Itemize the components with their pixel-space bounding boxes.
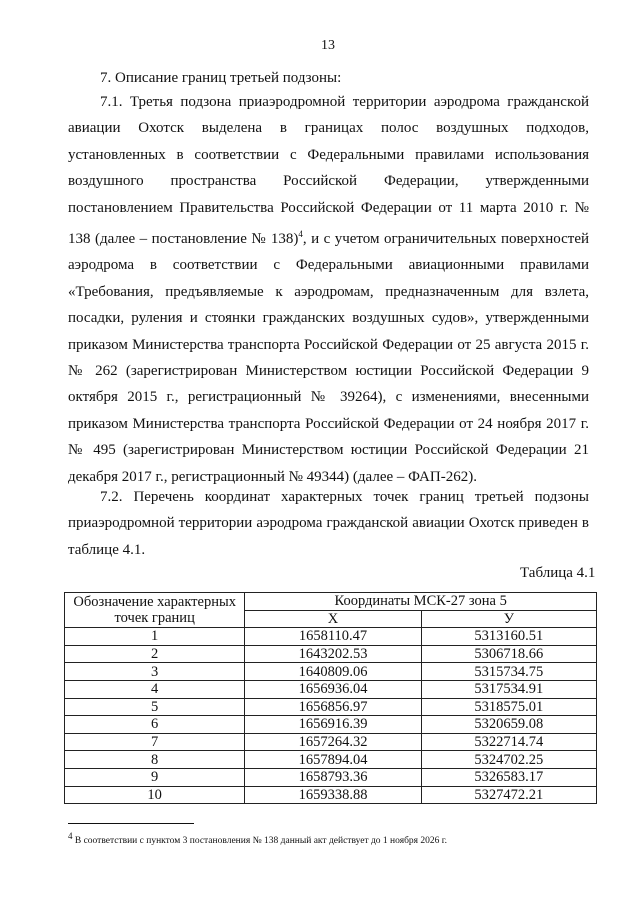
y-cell: 5326583.17 (421, 768, 596, 786)
y-column-header: У (421, 610, 596, 628)
point-designation-header (65, 593, 245, 628)
page-number: 13 (321, 38, 335, 53)
y-cell: 5315734.75 (421, 663, 596, 681)
footnote-marker: 4 (68, 831, 73, 841)
table-caption: Таблица 4.1 (520, 565, 596, 581)
table-row (65, 733, 597, 751)
coordinates-table (64, 592, 597, 804)
x-cell: 1656936.04 (245, 680, 421, 698)
point-cell: 10 (65, 786, 245, 804)
point-cell: 4 (65, 680, 245, 698)
table-row (65, 786, 597, 804)
x-cell: 1656916.39 (245, 716, 421, 734)
paragraph-7-1-text-b: , и с учетом ограничительных поверхностей аэродрома в соответствии с Федеральными авиационными правилами «Требования, предъявляемые к аэродромам, предназначенным для взлета, посадки, руления и стоянки гражданских воздушных судов», утвержденными приказом Министерства транспорта Российской Федерации от 25 августа 2015 г. № 262 (зарегистрирован Министерством юстиции Российской Федерации 9 октября 2015 г., регистрационный № 39264), с изменениями, внесенными приказом Министерства транспорта Российской Федерации от 24 ноября 2017 г. № 495 (зарегистрирован Министерством юстиции Российской Федерации 21 декабря 2017 г., регистрационный № 49344) (далее – ФАП-262). (68, 231, 589, 485)
paragraph-7-1 (68, 89, 589, 490)
y-cell: 5317534.91 (421, 680, 596, 698)
y-cell: 5322714.74 (421, 733, 596, 751)
x-column-header: X (245, 610, 421, 628)
point-header-line1: Обозначение характерных (73, 594, 236, 611)
table-row (65, 768, 597, 786)
table-row (65, 680, 597, 698)
point-cell: 5 (65, 698, 245, 716)
table-row (65, 716, 597, 734)
y-cell: 5324702.25 (421, 751, 596, 769)
x-cell: 1659338.88 (245, 786, 421, 804)
point-cell: 3 (65, 663, 245, 681)
point-cell: 6 (65, 716, 245, 734)
table-row (65, 698, 597, 716)
x-cell: 1657264.32 (245, 733, 421, 751)
section-heading: 7. Описание границ третьей подзоны: (100, 70, 342, 86)
paragraph-7-2: 7.2. Перечень координат характерных точек границ третьей подзоны приаэродромной территории аэродрома гражданской авиации Охотск приведен в таблице 4.1. (68, 489, 589, 558)
table-row (65, 628, 597, 646)
point-cell: 9 (65, 768, 245, 786)
point-cell: 7 (65, 733, 245, 751)
y-cell: 5318575.01 (421, 698, 596, 716)
y-cell: 5327472.21 (421, 786, 596, 804)
paragraph-7-1-text-a: 7.1. Третья подзона приаэродромной территории аэродрома гражданской авиации Охотск выделена в границах полос воздушных подходов, установленных в соответствии с Федеральными правилами использования воздушного пространства Российской Федерации, утвержденными постановлением Правительства Российской Федерации от 11 марта 2010 г. № 138 (далее – постановление № 138) (68, 94, 589, 248)
point-header-line2: точек границ (114, 610, 195, 627)
footnote-reference: 4 (298, 229, 303, 240)
y-cell: 5313160.51 (421, 628, 596, 646)
point-cell: 1 (65, 628, 245, 646)
footnote-divider (68, 823, 194, 824)
x-cell: 1657894.04 (245, 751, 421, 769)
x-cell: 1656856.97 (245, 698, 421, 716)
point-cell: 2 (65, 645, 245, 663)
y-cell: 5306718.66 (421, 645, 596, 663)
x-cell: 1640809.06 (245, 663, 421, 681)
footnote (68, 831, 447, 846)
x-cell: 1643202.53 (245, 645, 421, 663)
y-cell: 5320659.08 (421, 716, 596, 734)
point-cell: 8 (65, 751, 245, 769)
coords-system-header: Координаты МСК-27 зона 5 (245, 593, 597, 611)
footnote-text: В соответствии с пунктом 3 постановления № 138 данный акт действует до 1 ноября 2026 г. (72, 836, 447, 847)
x-cell: 1658793.36 (245, 768, 421, 786)
x-cell: 1658110.47 (245, 628, 421, 646)
table-row (65, 663, 597, 681)
table-row (65, 751, 597, 769)
table-row (65, 645, 597, 663)
